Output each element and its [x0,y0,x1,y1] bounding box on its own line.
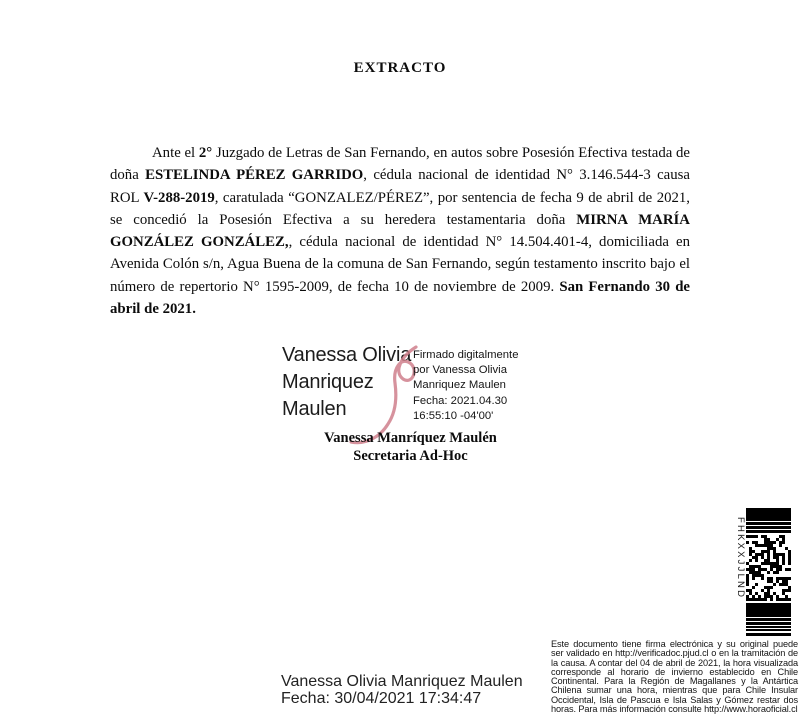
printed-signer-role: Secretaria Ad-Hoc [353,447,468,464]
barcode-code-label: FHKXXJJLND [735,517,746,600]
page-title: EXTRACTO [353,60,447,76]
printed-signer-block [288,430,533,465]
footer-signer-date: Fecha: 30/04/2021 17:34:47 [281,689,482,707]
extract-paragraph: Ante el 2° Juzgado de Letras de San Fernando, en autos sobre Posesión Efectiva testada de doña ESTELINDA PÉREZ GARRIDO, cédula nacional de identidad N° 3.146.544-3 causa ROL V-288-2019, caratulada “GONZALEZ/PÉREZ”, por sentencia de fecha 9 de abril de 2021, se concedió la Posesión Efectiva a su heredera testamentaria doña MIRNA MARÍA GONZÁLEZ GONZÁLEZ,, cédula nacional de identidad N° 14.504.401-4, domiciliada en Avenida Colón s/n, Agua Buena de la comuna de San Fernando, según testamento inscrito bajo el número de repertorio N° 1595-2009, de fecha 10 de noviembre de 2009. San Fernando 30 de abril de 2021. [110,145,690,318]
verification-barcode-icon [746,508,791,638]
printed-signer-name: Vanessa Manríquez Maulén [324,430,497,446]
digital-signature-display-name: Vanessa Olivia Manriquez Maulen [282,344,412,420]
barcode-noise [746,535,791,601]
footer-signer-block [281,674,523,707]
digital-signature-stamp-text: Firmado digitalmente por Vanessa Olivia Manriquez Maulen Fecha: 2021.04.30 16:55:10 -04'00' [413,349,519,422]
footer-signer-name: Vanessa Olivia Manriquez Maulen [281,673,523,690]
electronic-signature-legal-note: Este documento tiene firma electrónica y su original puede ser validado en http://verificadoc.pjud.cl o en la tramitación de la causa. A contar del 04 de abril de 2021, la hora visualizada corresponde al horario de invierno establecido en Chile Continental. Para la Región de Magallanes y la Antártica Chilena sumar una hora, mientras que para Chile Insular Occidental, Isla de Pascua e Isla Salas y Gómez restar dos horas. Para más información consulte http://www.horaoficial.cl [551,639,798,715]
